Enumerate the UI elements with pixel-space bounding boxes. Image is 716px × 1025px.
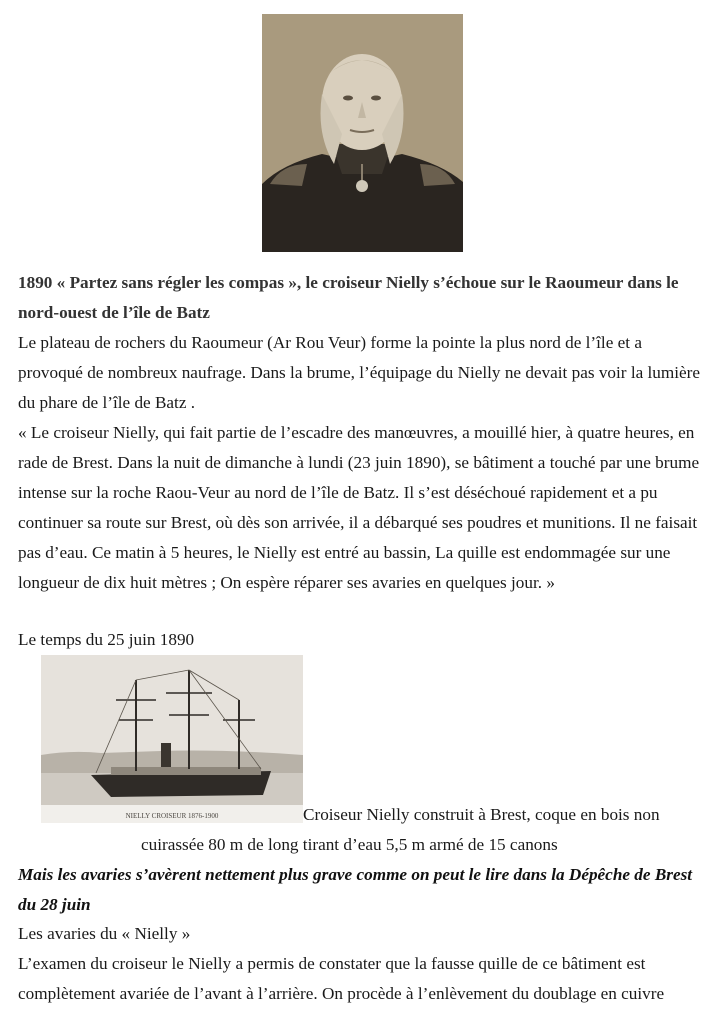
officer-portrait-photo <box>262 14 463 252</box>
article-heading: 1890 « Partez sans régler les compas », le croiseur Nielly s’échoue sur le Raoumeur dans le nord-ouest de l’île de Batz <box>18 273 679 322</box>
body-paragraph: L’examen du croiseur le Nielly a permis de constater que la fausse quille de ce bâtiment est complètement avariée de l’avant à l’arrière. On procède à l’enlèvement du doublage en cuivre <box>18 954 665 1003</box>
ship-caption-line2: cuirassée 80 m de long tirant d’eau 5,5 m armé de 15 canons <box>141 835 558 854</box>
newspaper-quote: « Le croiseur Nielly, qui fait partie de l’escadre des manœuvres, a mouillé hier, à quatre heures, en rade de Brest. Dans la nuit de dimanche à lundi (23 juin 1890), se bâtiment a touché par une brume intense sur la roche Raou-Veur au nord de l’île de Batz. Il s’est déséchoué rapidement et a pu continuer sa route sur Brest, où dès son arrivée, il a débarqué ses poudres et munitions. Il ne faisait pas d’eau. Ce matin à 5 heures, le Nielly est entré au bassin, La quille est endommagée sur une longueur de dix huit mètres ; On espère réparer ses avaries en quelques jour. » <box>18 423 700 592</box>
ship-photo-label: NIELLY CROISEUR 1876-1900 <box>125 812 219 820</box>
section-heading: Mais les avaries s’avèrent nettement plus grave comme on peut le lire dans la Dépêche de Brest du 28 juin <box>18 865 693 914</box>
ship-photo <box>41 655 303 823</box>
subtitle: Les avaries du « Nielly » <box>18 924 191 943</box>
quote-source: Le temps du 25 juin 1890 <box>18 630 195 649</box>
intro-paragraph: Le plateau de rochers du Raoumeur (Ar Rou Veur) forme la pointe la plus nord de l’île et a provoqué de nombreux naufrage. Dans la brume, l’équipage du Nielly ne devait pas voir la lumière du phare de l’île de Batz . <box>18 333 701 412</box>
ship-caption-line1: Croiseur Nielly construit à Brest, coque en bois non <box>303 805 660 824</box>
